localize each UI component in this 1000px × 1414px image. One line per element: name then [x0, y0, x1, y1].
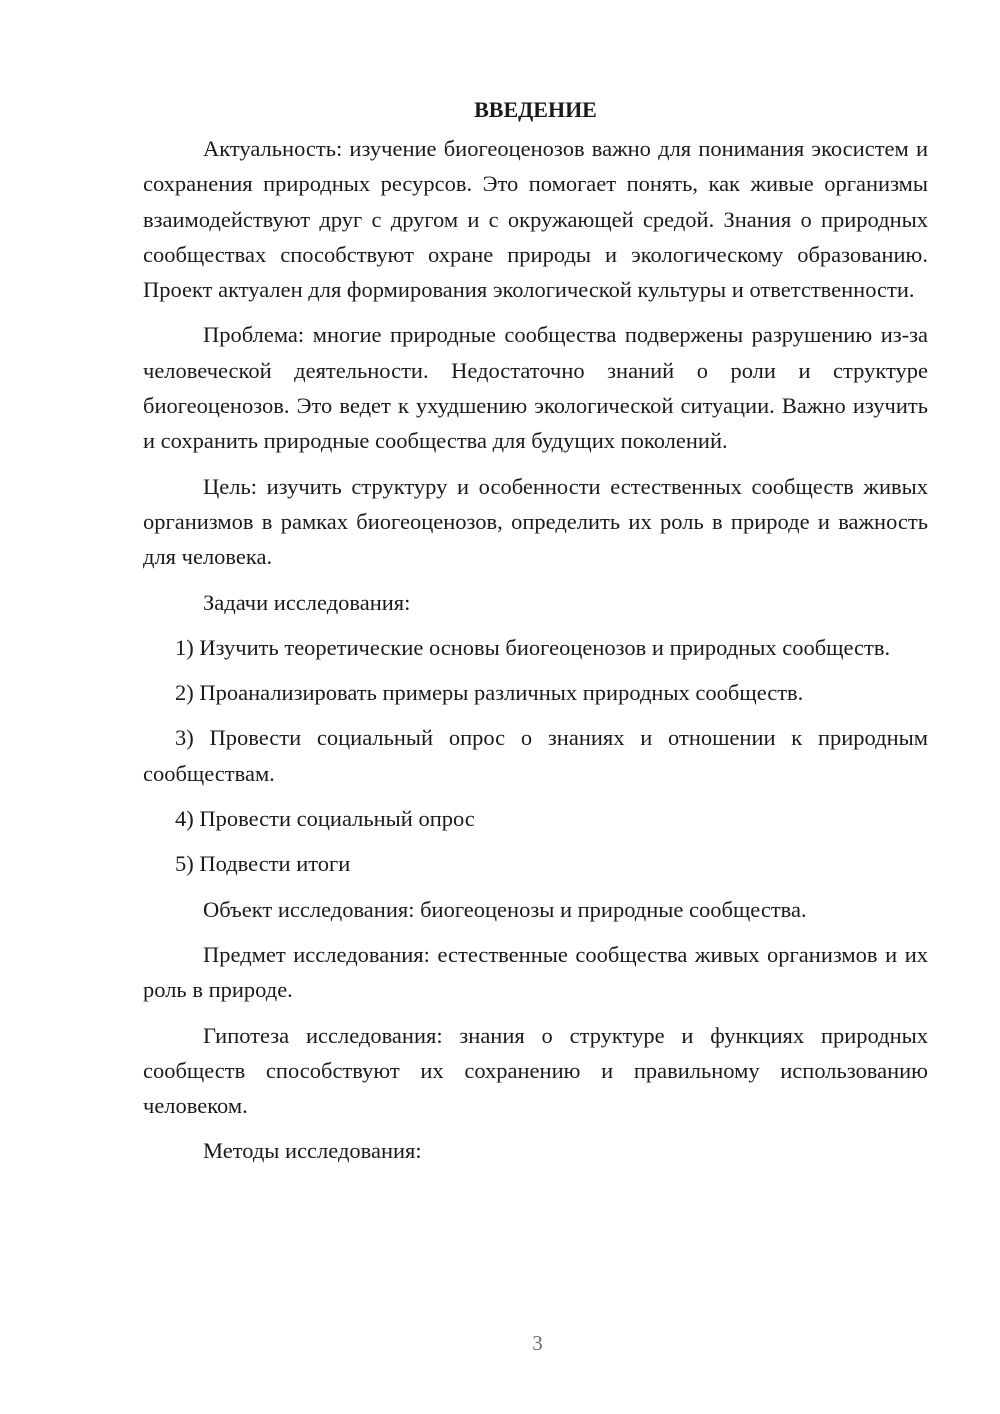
goal-paragraph: Цель: изучить структуру и особенности естественных сообществ живых организмов в рамках биогеоценозов, определить их роль в природе и важность для человека.: [143, 473, 928, 570]
task-item-1: 1) Изучить теоретические основы биогеоценозов и природных сообществ.: [175, 634, 891, 660]
task-item-3: 3) Провести социальный опрос о знаниях и отношении к природным сообществам.: [143, 725, 928, 786]
tasks-title: Задачи исследования:: [203, 589, 411, 615]
object-paragraph: Объект исследования: биогеоценозы и природные сообщества.: [203, 896, 807, 922]
section-heading: ВВЕДЕНИЕ: [474, 97, 597, 122]
page-number: 3: [532, 1331, 543, 1355]
task-item-2: 2) Проанализировать примеры различных природных сообществ.: [175, 680, 804, 706]
problem-paragraph: Проблема: многие природные сообщества подвержены разрушению из-за человеческой деятельности. Недостаточно знаний о роли и структуре биогеоценозов. Это ведет к ухудшению экологической ситуации. Важно изучить и сохранить природные сообщества для будущих поколений.: [143, 322, 928, 454]
relevance-paragraph: Актуальность: изучение биогеоценозов важно для понимания экосистем и сохранения природных ресурсов. Это помогает понять, как живые организмы взаимодействуют друг с другом и с окружающей средой. Знания о природных сообществах способствуют охране природы и экологическому образованию. Проект актуален для формирования экологической культуры и ответственности.: [143, 136, 928, 303]
page-content: [143, 92, 928, 1179]
methods-title: Методы исследования:: [203, 1138, 422, 1164]
subject-paragraph: Предмет исследования: естественные сообщества живых организмов и их роль в природе.: [143, 941, 928, 1003]
task-item-4: 4) Провести социальный опрос: [175, 806, 475, 832]
hypothesis-paragraph: Гипотеза исследования: знания о структуре и функциях природных сообществ способствуют их сохранению и правильному использованию человеком.: [143, 1022, 928, 1119]
task-item-5: 5) Подвести итоги: [175, 851, 351, 877]
